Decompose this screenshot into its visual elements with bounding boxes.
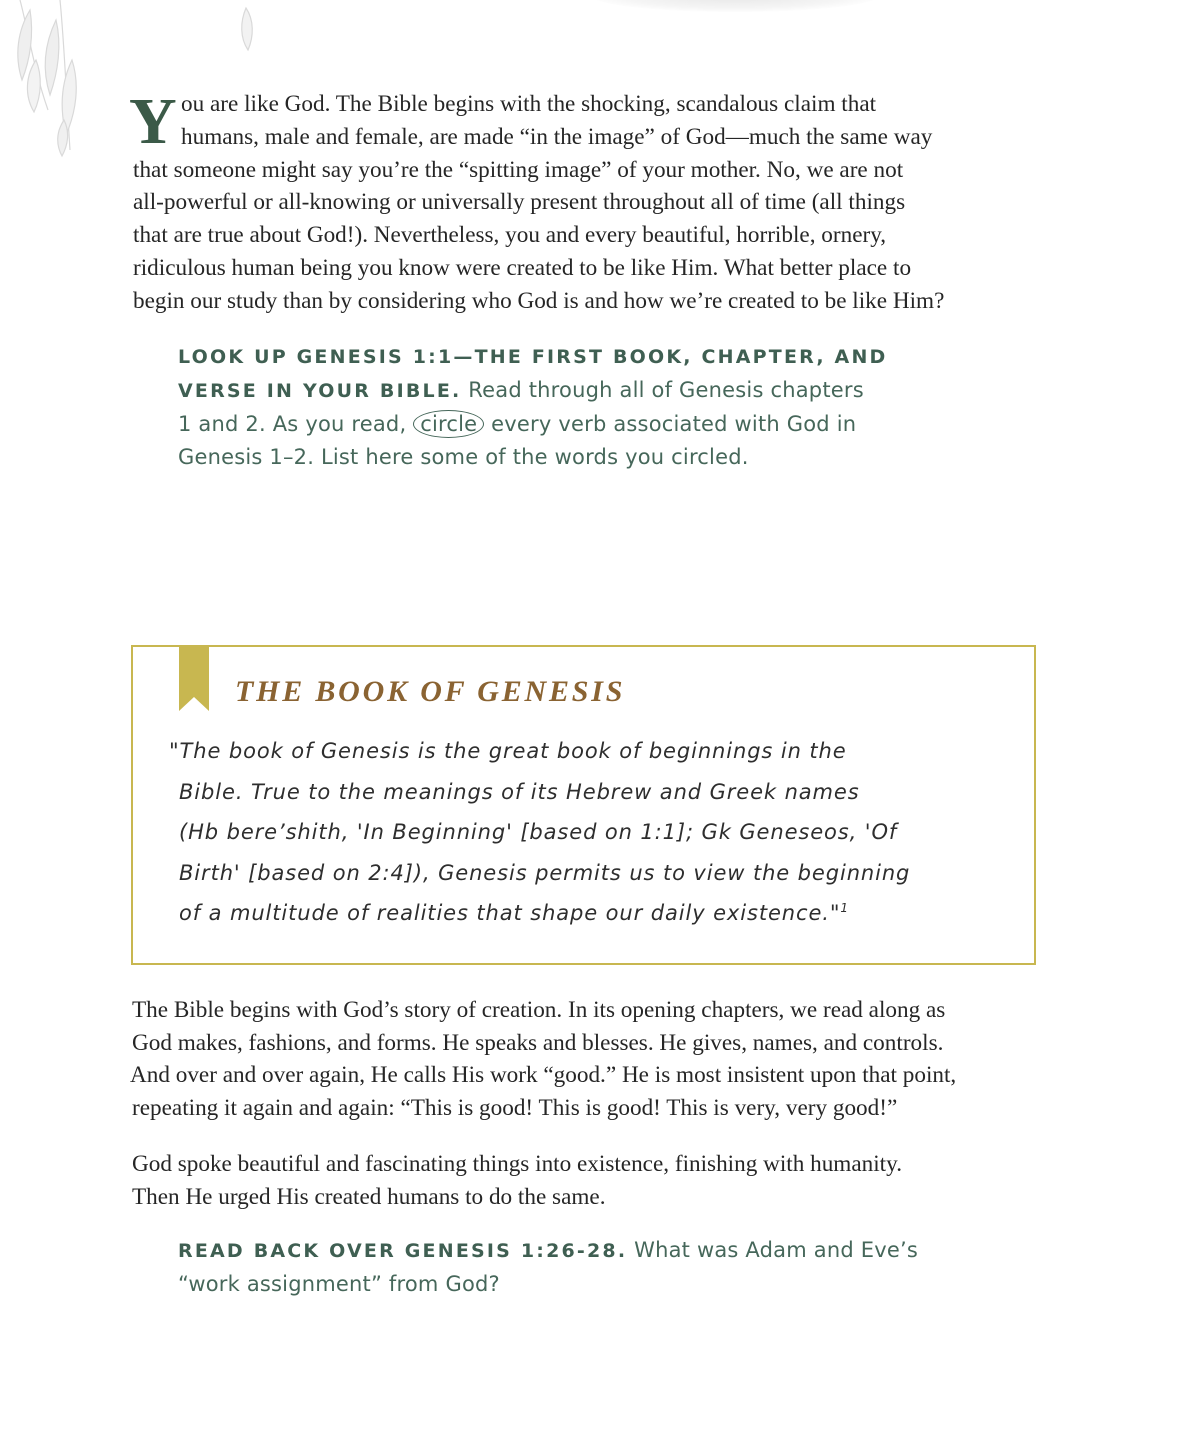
prompt-heading: LOOK UP GENESIS 1:1—THE FIRST BOOK, CHAPTER, AND: [178, 346, 888, 368]
study-prompt-genesis-1-1: [178, 340, 978, 474]
intro-line: that are true about God!). Nevertheless, you and every beautiful, horrible, ornery,: [133, 222, 887, 249]
intro-line: all-powerful or all-knowing or universally present throughout all of time (all things: [133, 189, 906, 216]
quote-text: of a multitude of realities that shape our daily existence.": [179, 901, 841, 925]
quote-line: Bible. True to the meanings of its Hebrew and Greek names: [179, 779, 860, 804]
quote-line: [169, 893, 1009, 934]
prompt-line: Genesis 1–2. List here some of the words you circled.: [178, 445, 749, 469]
quote-line: Birth' [based on 2:4]), Genesis permits us to view the beginning: [179, 860, 911, 885]
sidebar-title: THE BOOK OF GENESIS: [235, 675, 626, 708]
prompt-heading: VERSE IN YOUR BIBLE.: [178, 380, 462, 402]
prompt-text: 1 and 2. As you read,: [178, 412, 414, 436]
prompt-text: What was Adam and Eve’s: [627, 1238, 918, 1262]
study-prompt-genesis-1-26: [178, 1234, 978, 1301]
body-line: And over and over again, He calls His work “good.” He is most insistent upon that point,: [130, 1062, 957, 1089]
prompt-line: “work assignment” from God?: [178, 1272, 500, 1296]
intro-line: that someone might say you’re the “spitting image” of your mother. No, we are not: [133, 156, 904, 183]
intro-line: ou are like God. The Bible begins with the shocking, scandalous claim that: [181, 91, 877, 117]
genesis-sidebar-box: [131, 645, 1036, 965]
intro-paragraph: [129, 85, 1048, 318]
bookmark-ribbon-icon: [179, 645, 209, 711]
humanity-paragraph: [132, 1148, 1052, 1213]
prompt-line: [178, 1234, 978, 1268]
quote-line: (Hb bere’shith, 'In Beginning' [based on 1:1]; Gk Geneseos, 'Of: [179, 820, 898, 844]
drop-cap: Y: [129, 85, 177, 158]
prompt-text: every verb associated with God in: [484, 412, 857, 436]
prompt-text: Read through all of Genesis chapters: [461, 378, 864, 402]
prompt-line: [178, 408, 978, 441]
body-line: repeating it again and again: “This is good! This is good! This is very, very good!”: [132, 1094, 898, 1121]
circled-word: circle: [413, 410, 484, 438]
prompt-heading: READ BACK OVER GENESIS 1:26-28.: [178, 1240, 628, 1262]
sidebar-quote: [169, 731, 1009, 934]
body-line: God spoke beautiful and fascinating things into existence, finishing with humanity.: [132, 1151, 902, 1177]
prompt-line: [178, 340, 978, 374]
creation-paragraph: [132, 994, 1052, 1124]
body-line: The Bible begins with God’s story of creation. In its opening chapters, we read along as: [132, 997, 946, 1023]
quote-line: "The book of Genesis is the great book of beginnings in the: [169, 739, 847, 763]
intro-line: ridiculous human being you know were created to be like Him. What better place to: [133, 254, 912, 281]
body-line: Then He urged His created humans to do the same.: [132, 1183, 606, 1210]
intro-line: begin our study than by considering who God is and how we’re created to be like Him?: [133, 287, 945, 314]
prompt-line: [178, 374, 978, 408]
top-shadow-decoration: [590, 0, 880, 12]
footnote-marker: 1: [840, 901, 849, 915]
intro-line: humans, male and female, are made “in the image” of God—much the same way: [181, 123, 933, 150]
body-line: God makes, fashions, and forms. He speaks and blesses. He gives, names, and controls.: [132, 1029, 944, 1056]
